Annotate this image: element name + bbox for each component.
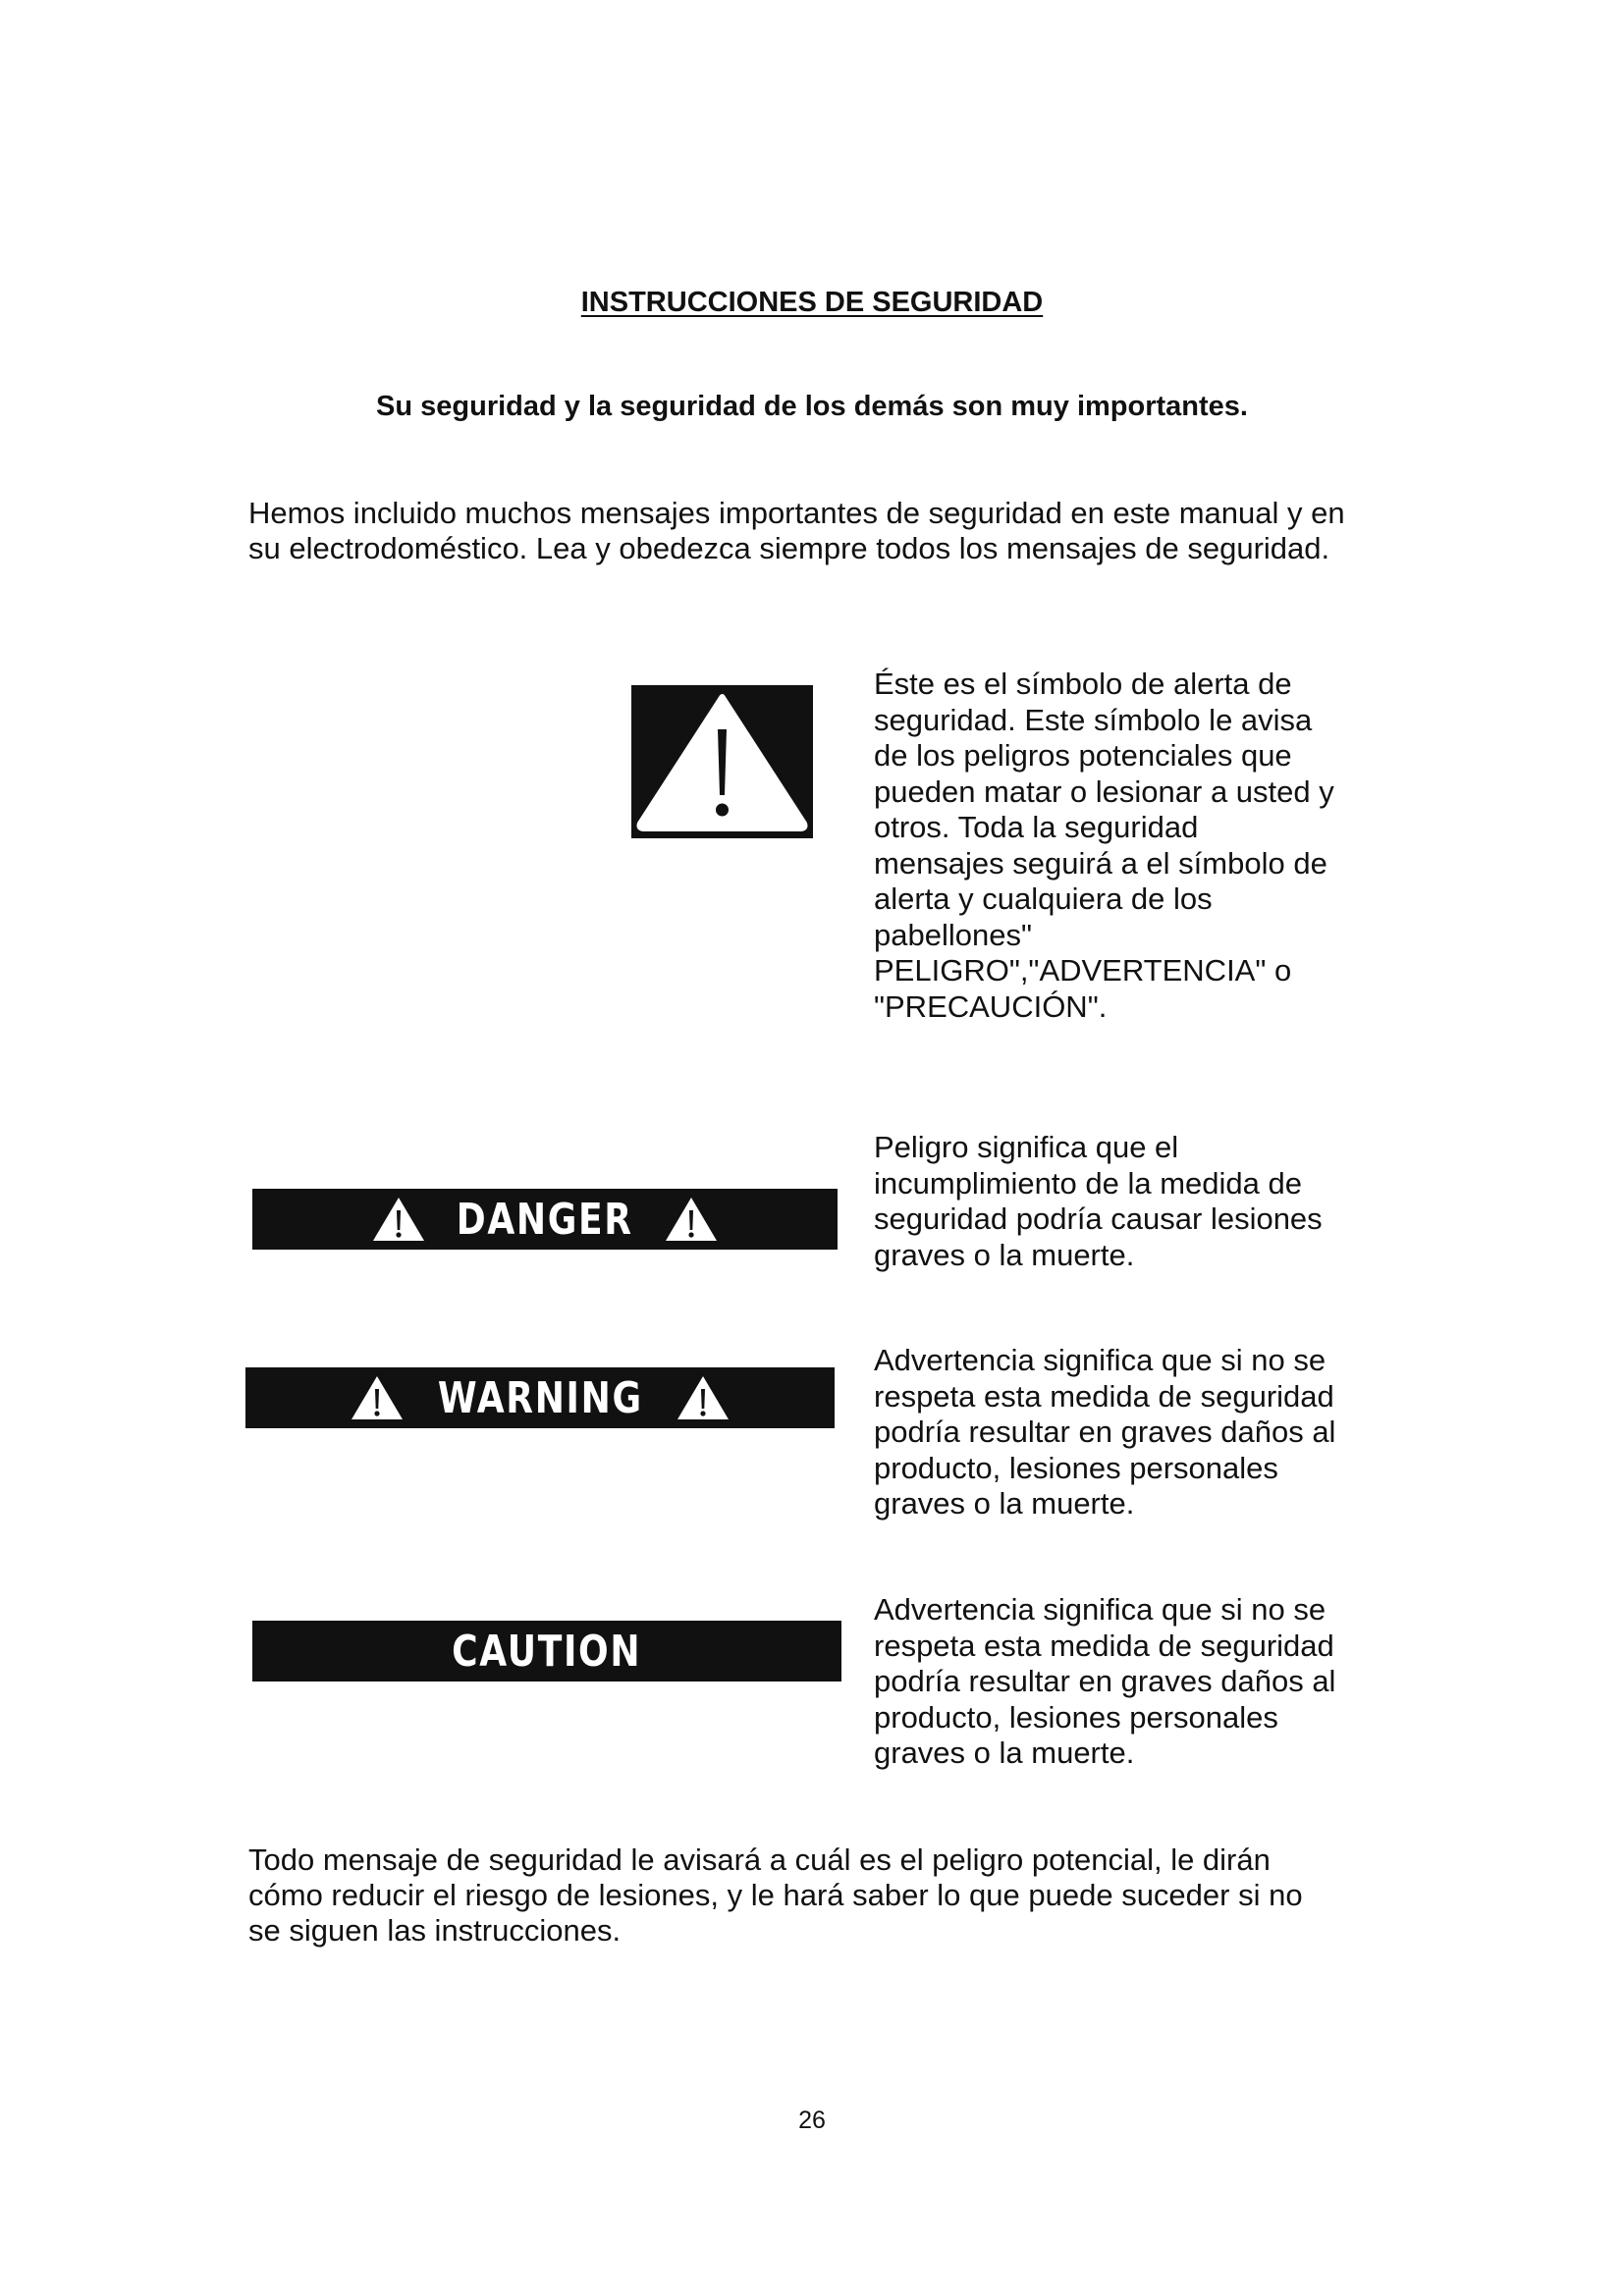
warning-label: WARNING — [437, 1372, 643, 1423]
description-line: respeta esta medida de seguridad — [874, 1628, 1334, 1663]
description-line: pabellones" — [874, 917, 1032, 952]
alert-symbol-description — [874, 667, 1384, 1025]
description-line: seguridad. Este símbolo le avisa — [874, 702, 1313, 737]
description-line: mensajes seguirá a el símbolo de — [874, 845, 1327, 881]
description-line: alerta y cualquiera de los — [874, 881, 1213, 916]
description-line: podría resultar en graves daños al — [874, 1664, 1336, 1698]
closing-line: cómo reducir el riesgo de lesiones, y le hará saber lo que puede suceder si no — [248, 1878, 1303, 1912]
danger-description — [874, 1130, 1384, 1273]
warning-triangle-icon — [631, 685, 813, 838]
description-line: podría resultar en graves daños al — [874, 1415, 1336, 1449]
intro-paragraph — [248, 496, 1427, 566]
warning-triangle-icon — [370, 1195, 427, 1244]
intro-line: su electrodoméstico. Lea y obedezca siempre todos los mensajes de seguridad. — [248, 531, 1330, 565]
closing-paragraph — [248, 1842, 1427, 1949]
intro-line: Hemos incluido muchos mensajes importantes de seguridad en este manual y en — [248, 496, 1345, 530]
description-line: graves o la muerte. — [874, 1735, 1135, 1770]
description-line: "PRECAUCIÓN". — [874, 988, 1108, 1024]
warning-banner — [245, 1367, 835, 1428]
description-line: producto, lesiones personales — [874, 1450, 1278, 1485]
description-line: graves o la muerte. — [874, 1237, 1135, 1272]
description-line: Éste es el símbolo de alerta de — [874, 667, 1292, 701]
caution-banner — [252, 1621, 841, 1682]
description-line: incumplimiento de la medida de — [874, 1165, 1302, 1201]
closing-line: se siguen las instrucciones. — [248, 1913, 622, 1948]
description-line: otros. Toda la seguridad — [874, 810, 1199, 844]
warning-triangle-icon — [675, 1373, 731, 1422]
danger-banner — [252, 1189, 838, 1250]
description-line: seguridad podría causar lesiones — [874, 1201, 1323, 1236]
caution-description — [874, 1592, 1384, 1772]
description-line: pueden matar o lesionar a usted y — [874, 774, 1334, 809]
page-number: 26 — [798, 2107, 826, 2134]
description-line: producto, lesiones personales — [874, 1699, 1278, 1735]
closing-line: Todo mensaje de seguridad le avisará a cuál es el peligro potencial, le dirán — [248, 1842, 1271, 1877]
page-title: INSTRUCCIONES DE SEGURIDAD — [580, 287, 1044, 318]
description-line: Peligro significa que el — [874, 1130, 1179, 1164]
description-line: de los peligros potenciales que — [874, 738, 1292, 773]
warning-description — [874, 1343, 1384, 1522]
danger-label: DANGER — [457, 1194, 633, 1245]
caution-label: CAUTION — [452, 1626, 642, 1677]
warning-triangle-icon — [349, 1373, 406, 1422]
description-line: PELIGRO","ADVERTENCIA" o — [874, 953, 1292, 988]
description-line: Advertencia significa que si no se — [874, 1592, 1326, 1627]
safety-alert-symbol — [631, 685, 813, 838]
page-subtitle: Su seguridad y la seguridad de los demás son muy importantes. — [376, 391, 1248, 422]
description-line: graves o la muerte. — [874, 1486, 1135, 1521]
warning-triangle-icon — [663, 1195, 720, 1244]
description-line: respeta esta medida de seguridad — [874, 1378, 1334, 1414]
description-line: Advertencia significa que si no se — [874, 1343, 1326, 1377]
